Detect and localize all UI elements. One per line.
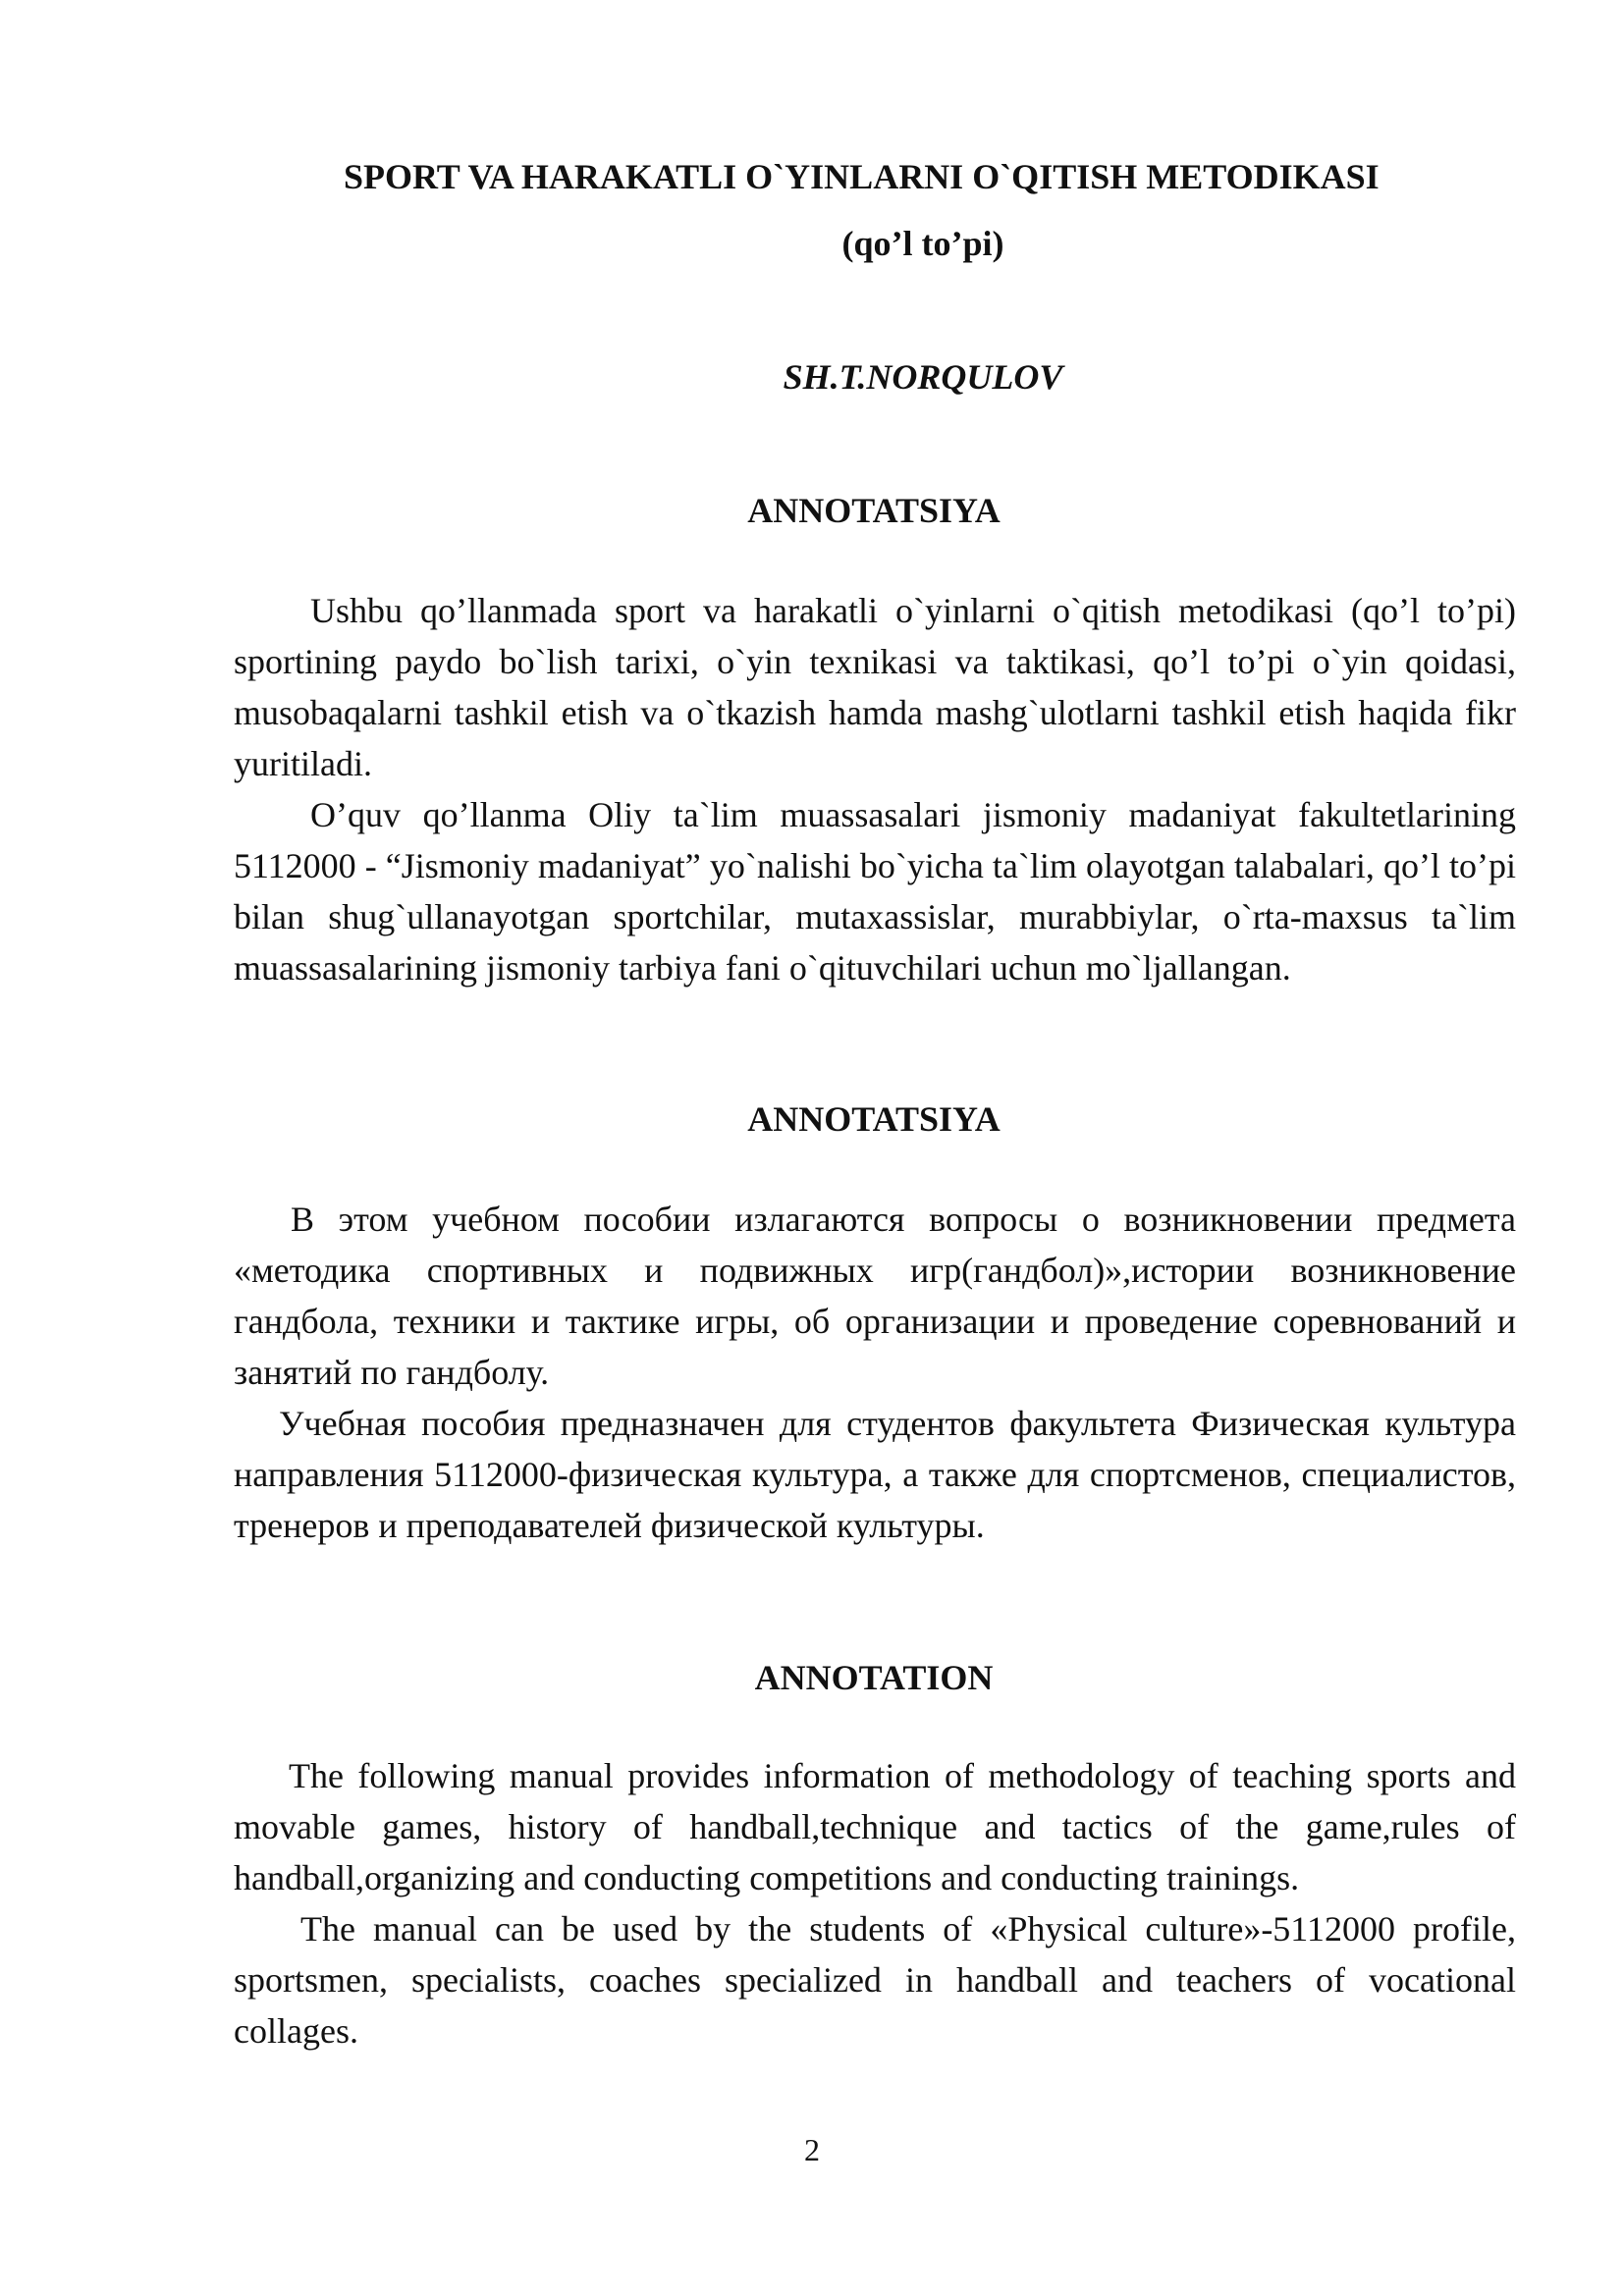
paragraph: The following manual provides information of methodology of teaching sports and movable games, history of handball,technique and tactics of the game,rules of handball,organizing and conducting competitions and conducting trainings. xyxy=(234,1756,1516,1897)
section-russian xyxy=(234,1194,1516,1551)
section-heading-uzbek: ANNOTATSIYA xyxy=(747,491,1001,530)
section-uzbek xyxy=(234,585,1516,993)
author-name: SH.T.NORQULOV xyxy=(783,357,1063,397)
page-number: 2 xyxy=(804,2132,820,2167)
document-title: SPORT VA HARAKATLI O`YINLARNI O`QITISH METODIKASI xyxy=(344,157,1380,196)
section-heading-russian: ANNOTATSIYA xyxy=(747,1099,1001,1139)
paragraph: Учебная пособия предназначен для студентов факультета Физическая культура направления 5112000-физическая культура, а также для спортсменов, специалистов, тренеров и преподавателей физической культуры. xyxy=(234,1404,1516,1545)
section-heading-english: ANNOTATION xyxy=(754,1658,994,1697)
document-subtitle: (qo’l to’pi) xyxy=(841,224,1004,263)
paragraph: The manual can be used by the students of «Physical culture»-5112000 profile, sportsmen, specialists, coaches specialized in handball and teachers of vocational collages. xyxy=(234,1909,1516,2051)
paragraph: В этом учебном пособии излагаются вопросы о возникновении предмета «методика спортивных и подвижных игр(гандбол)»,истории возникновение гандбола, техники и тактике игры, об организации и проведение соревнований и занятий по гандболу. xyxy=(234,1200,1516,1392)
section-english xyxy=(234,1750,1516,2056)
paragraph: O’quv qo’llanma Oliy ta`lim muassasalari jismoniy madaniyat fakultetlarining 5112000 - “Jismoniy madaniyat” yo`nalishi bo`yicha ta`lim olayotgan talabalari, qo’l to’pi bilan shug`ullanayotgan sportchilar, mutaxassislar, murabbiylar, o`rta-maxsus ta`lim muassasalarining jismoniy tarbiya fani o`qituvchilari uchun mo`ljallangan. xyxy=(234,795,1516,988)
paragraph: Ushbu qo’llanmada sport va harakatli o`yinlarni o`qitish metodikasi (qo’l to’pi) sportining paydo bo`lish tarixi, o`yin texnikasi va taktikasi, qo’l to’pi o`yin qoidasi, musobaqalarni tashkil etish va o`tkazish hamda mashg`ulotlarni tashkil etish haqida fikr yuritiladi. xyxy=(234,591,1516,783)
